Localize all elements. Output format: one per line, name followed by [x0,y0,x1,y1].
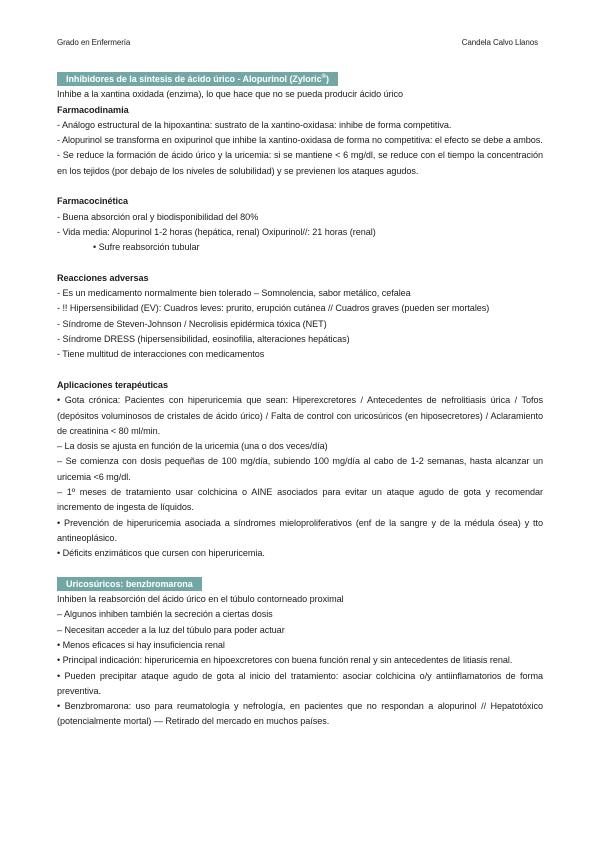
subheading-farmacodinamia: Farmacodinamia [57,104,129,115]
banner-close-paren: ) [325,74,329,84]
subheading-reacciones-adversas: Reacciones adversas [57,272,149,283]
header-course: Grado en Enfermería [57,38,131,47]
section-intro: Inhibe a la xantina oxidada (enzima), lo que hace que no se pueda producir ácido úrico [57,89,404,100]
spacer [57,363,543,378]
subheading-farmacocinetica: Farmacocinética [57,196,129,207]
list-item: • Déficits enzimáticos que cursen con hiperuricemia. [57,548,265,559]
spacer [57,562,543,577]
list-item: • Prevención de hiperuricemia asociada a síndromes mieloproliferativos (enf de la sangre y de la médula ósea) y tto antineoplásico. [57,517,543,543]
list-item: • Gota crónica: Pacientes con hiperuricemia que sean: Hiperexcretores / Antecedentes de nefrolitiasis úrica / Tofos (depósitos voluminosos de cristales de ácido úrico) / Falta de control con uricosúricos (en hiposecretores) / Aclaramiento de creatinina < 80 ml/min. [57,395,543,436]
header-author: Candela Calvo Llanos [461,38,538,47]
banner-title-text: Inhibidores de la síntesis de ácido úrico - Alopurinol (Zyloric [66,74,322,84]
spacer [57,179,543,194]
list-item: • Benzbromarona: uso para reumatología y nefrología, en pacientes que no respondan a alopurinol // Hepatotóxico (potencialmente mortal) — Retirado del mercado en muchos países. [57,701,543,727]
list-item: - Es un medicamento normalmente bien tolerado – Somnolencia, sabor metálico, cefalea [57,288,411,299]
list-item: - Vida media: Alopurinol 1-2 horas (hepática, renal) Oxipurinol//: 21 horas (renal) [57,226,376,237]
list-item: – Se comienza con dosis pequeñas de 100 mg/día, subiendo 100 mg/día al cabo de 1-2 semanas, hasta alcanzar un uricemia <6 mg/dl. [57,456,543,482]
list-item: - Se reduce la formación de ácido úrico y la uricemia: si se mantiene < 6 mg/dl, se reduce con el tiempo la concentración en los tejidos (por debajo de los niveles de solubilidad) y se previenen los ataques agudos. [57,150,543,176]
list-item: - Análogo estructural de la hipoxantina: sustrato de la xantino-oxidasa: inhibe de forma competitiva. [57,119,452,130]
list-item: - Tiene multitud de interacciones con medicamentos [57,349,265,360]
list-item: • Pueden precipitar ataque agudo de gota al inicio del tratamiento: asociar colchicina o/y antiinflamatorios de forma preventiva. [57,670,543,696]
list-item: - Síndrome de Steven-Johnson / Necrolisis epidérmica tóxica (NET) [57,318,327,329]
list-item: – 1º meses de tratamiento usar colchicina o AINE asociados para evitar un ataque agudo de gota y recomendar incremento de ingesta de líquidos. [57,487,543,513]
list-item: - Buena absorción oral y biodisponibilidad del 80% [57,211,259,222]
list-item: - Síndrome DRESS (hipersensibilidad, eosinofilia, alteraciones hepáticas) [57,334,350,345]
list-item: • Principal indicación: hiperuricemia en hipoexcretores con buena función renal y sin antecedentes de litiasis renal. [57,655,513,666]
list-item: - Alopurinol se transforma en oxipurinol que inhibe la xantino-oxidasa de forma no competitiva: el efecto se debe a ambos. [57,135,543,146]
sub-list-item: • Sufre reabsorción tubular [93,242,200,253]
list-item: Inhiben la reabsorción del ácido úrico en el túbulo contorneado proximal [57,594,344,605]
list-item: – Algunos inhiben también la secreción a ciertas dosis [57,609,273,620]
list-item: – La dosis se ajusta en función de la uricemia (una o dos veces/día) [57,441,328,452]
spacer [57,256,543,271]
section-banner-uricosuricos: Uricosúricos: benzbromarona [57,577,202,591]
list-item: – Necesitan acceder a la luz del túbulo para poder actuar [57,624,285,635]
registered-mark: ® [321,74,326,80]
list-item: • Menos eficaces si hay insuficiencia renal [57,639,225,650]
list-item: - !! Hipersensibilidad (EV): Cuadros leves: prurito, erupción cutánea // Cuadros graves (pueden ser mortales) [57,303,490,314]
section-banner-alopurinol [57,72,338,86]
document-body [57,72,543,730]
subheading-aplicaciones: Aplicaciones terapéuticas [57,379,168,390]
